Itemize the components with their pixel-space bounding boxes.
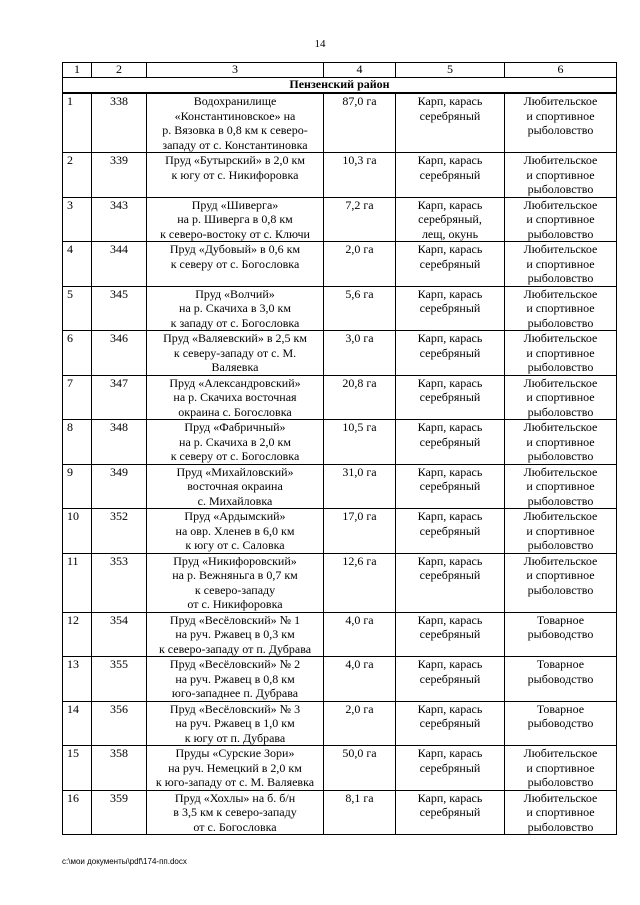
row-number: 14 xyxy=(63,701,92,746)
usage-type: Любительское и спортивное рыболовство xyxy=(505,464,617,509)
water-body-code: 358 xyxy=(92,746,147,791)
header-cell: 1 xyxy=(63,63,92,78)
table-row xyxy=(63,612,617,657)
table-row xyxy=(63,464,617,509)
area: 2,0 га xyxy=(324,701,396,746)
fish-species: Карп, карась серебряный xyxy=(396,746,505,791)
table-row xyxy=(63,553,617,612)
row-number: 11 xyxy=(63,553,92,612)
row-number: 15 xyxy=(63,746,92,791)
fish-species: Карп, карась серебряный, лещ, окунь xyxy=(396,197,505,242)
water-body-description: Пруд «Хохлы» на б. б/н в 3,5 км к северо-западу от с. Богословка xyxy=(147,790,324,835)
usage-type: Товарное рыбоводство xyxy=(505,612,617,657)
water-body-description: Пруд «Бутырский» в 2,0 км к югу от с. Никифоровка xyxy=(147,153,324,198)
water-body-code: 356 xyxy=(92,701,147,746)
row-number: 1 xyxy=(63,93,92,153)
water-body-code: 338 xyxy=(92,93,147,153)
fish-species: Карп, карась серебряный xyxy=(396,657,505,702)
fish-species: Карп, карась серебряный xyxy=(396,93,505,153)
water-body-description: Пруд «Весёловский» № 1 на руч. Ржавец в 0,3 км к северо-западу от п. Дубрава xyxy=(147,612,324,657)
area: 87,0 га xyxy=(324,93,396,153)
table-row xyxy=(63,746,617,791)
water-body-description: Водохранилище «Константиновское» на р. Вязовка в 0,8 км к северо- западу от с. Константиновка xyxy=(147,93,324,153)
area: 12,6 га xyxy=(324,553,396,612)
water-body-code: 343 xyxy=(92,197,147,242)
fish-species: Карп, карась серебряный xyxy=(396,375,505,420)
fishing-grounds-table xyxy=(62,62,617,835)
row-number: 12 xyxy=(63,612,92,657)
water-body-code: 359 xyxy=(92,790,147,835)
table-row xyxy=(63,657,617,702)
fish-species: Карп, карась серебряный xyxy=(396,509,505,554)
area: 2,0 га xyxy=(324,242,396,287)
water-body-code: 355 xyxy=(92,657,147,702)
area: 10,5 га xyxy=(324,420,396,465)
water-body-description: Пруд «Михайловский» восточная окраина с. Михайловка xyxy=(147,464,324,509)
row-number: 13 xyxy=(63,657,92,702)
area: 50,0 га xyxy=(324,746,396,791)
water-body-code: 345 xyxy=(92,286,147,331)
fish-species: Карп, карась серебряный xyxy=(396,242,505,287)
table-row xyxy=(63,790,617,835)
row-number: 4 xyxy=(63,242,92,287)
usage-type: Любительское и спортивное рыболовство xyxy=(505,93,617,153)
page-number: 14 xyxy=(314,38,326,50)
fish-species: Карп, карась серебряный xyxy=(396,331,505,376)
water-body-description: Пруд «Фабричный» на р. Скачиха в 2,0 км к северу от с. Богословка xyxy=(147,420,324,465)
area: 4,0 га xyxy=(324,657,396,702)
table-row xyxy=(63,286,617,331)
footer-file-path: c:\мои документы\pdf\174-пп.docx xyxy=(62,857,187,866)
water-body-description: Пруд «Никифоровский» на р. Вежняньга в 0,7 км к северо-западу от с. Никифоровка xyxy=(147,553,324,612)
fish-species: Карп, карась серебряный xyxy=(396,553,505,612)
header-cell: 2 xyxy=(92,63,147,78)
table-row xyxy=(63,331,617,376)
usage-type: Любительское и спортивное рыболовство xyxy=(505,331,617,376)
usage-type: Любительское и спортивное рыболовство xyxy=(505,746,617,791)
table-row xyxy=(63,242,617,287)
header-cell: 6 xyxy=(505,63,617,78)
row-number: 9 xyxy=(63,464,92,509)
table-row xyxy=(63,153,617,198)
water-body-code: 354 xyxy=(92,612,147,657)
fish-species: Карп, карась серебряный xyxy=(396,464,505,509)
row-number: 8 xyxy=(63,420,92,465)
water-body-code: 349 xyxy=(92,464,147,509)
region-title: Пензенский район xyxy=(63,78,617,94)
water-body-code: 352 xyxy=(92,509,147,554)
region-row xyxy=(63,78,617,94)
water-body-code: 348 xyxy=(92,420,147,465)
row-number: 5 xyxy=(63,286,92,331)
area: 7,2 га xyxy=(324,197,396,242)
table-row xyxy=(63,420,617,465)
water-body-description: Пруд «Весёловский» № 3 на руч. Ржавец в 1,0 км к югу от п. Дубрава xyxy=(147,701,324,746)
water-body-code: 353 xyxy=(92,553,147,612)
usage-type: Товарное рыбоводство xyxy=(505,657,617,702)
area: 4,0 га xyxy=(324,612,396,657)
header-row xyxy=(63,63,617,78)
usage-type: Любительское и спортивное рыболовство xyxy=(505,790,617,835)
area: 20,8 га xyxy=(324,375,396,420)
row-number: 6 xyxy=(63,331,92,376)
usage-type: Любительское и спортивное рыболовство xyxy=(505,153,617,198)
usage-type: Любительское и спортивное рыболовство xyxy=(505,375,617,420)
water-body-description: Пруд «Дубовый» в 0,6 км к северу от с. Богословка xyxy=(147,242,324,287)
usage-type: Любительское и спортивное рыболовство xyxy=(505,509,617,554)
usage-type: Любительское и спортивное рыболовство xyxy=(505,286,617,331)
usage-type: Любительское и спортивное рыболовство xyxy=(505,420,617,465)
water-body-description: Пруды «Сурские Зори» на руч. Немецкий в 2,0 км к юго-западу от с. М. Валяевка xyxy=(147,746,324,791)
row-number: 3 xyxy=(63,197,92,242)
area: 8,1 га xyxy=(324,790,396,835)
fish-species: Карп, карась серебряный xyxy=(396,286,505,331)
water-body-description: Пруд «Ардымский» на овр. Хленев в 6,0 км к югу от с. Саловка xyxy=(147,509,324,554)
header-cell: 5 xyxy=(396,63,505,78)
water-body-code: 339 xyxy=(92,153,147,198)
fish-species: Карп, карась серебряный xyxy=(396,701,505,746)
fish-species: Карп, карась серебряный xyxy=(396,790,505,835)
table-row xyxy=(63,375,617,420)
header-cell: 4 xyxy=(324,63,396,78)
usage-type: Любительское и спортивное рыболовство xyxy=(505,553,617,612)
water-body-description: Пруд «Валяевский» в 2,5 км к северу-западу от с. М. Валяевка xyxy=(147,331,324,376)
water-body-code: 347 xyxy=(92,375,147,420)
area: 17,0 га xyxy=(324,509,396,554)
header-cell: 3 xyxy=(147,63,324,78)
water-body-description: Пруд «Шиверга» на р. Шиверга в 0,8 км к северо-востоку от с. Ключи xyxy=(147,197,324,242)
row-number: 7 xyxy=(63,375,92,420)
fish-species: Карп, карась серебряный xyxy=(396,420,505,465)
area: 3,0 га xyxy=(324,331,396,376)
table-row xyxy=(63,509,617,554)
water-body-description: Пруд «Александровский» на р. Скачиха восточная окраина с. Богословка xyxy=(147,375,324,420)
area: 10,3 га xyxy=(324,153,396,198)
fish-species: Карп, карась серебряный xyxy=(396,153,505,198)
usage-type: Товарное рыбоводство xyxy=(505,701,617,746)
water-body-description: Пруд «Волчий» на р. Скачиха в 3,0 км к западу от с. Богословка xyxy=(147,286,324,331)
water-body-description: Пруд «Весёловский» № 2 на руч. Ржавец в 0,8 км юго-западнее п. Дубрава xyxy=(147,657,324,702)
usage-type: Любительское и спортивное рыболовство xyxy=(505,242,617,287)
table-row xyxy=(63,701,617,746)
area: 5,6 га xyxy=(324,286,396,331)
usage-type: Любительское и спортивное рыболовство xyxy=(505,197,617,242)
row-number: 16 xyxy=(63,790,92,835)
fish-species: Карп, карась серебряный xyxy=(396,612,505,657)
row-number: 10 xyxy=(63,509,92,554)
water-body-code: 344 xyxy=(92,242,147,287)
row-number: 2 xyxy=(63,153,92,198)
water-body-code: 346 xyxy=(92,331,147,376)
area: 31,0 га xyxy=(324,464,396,509)
table-row xyxy=(63,93,617,153)
table-row xyxy=(63,197,617,242)
